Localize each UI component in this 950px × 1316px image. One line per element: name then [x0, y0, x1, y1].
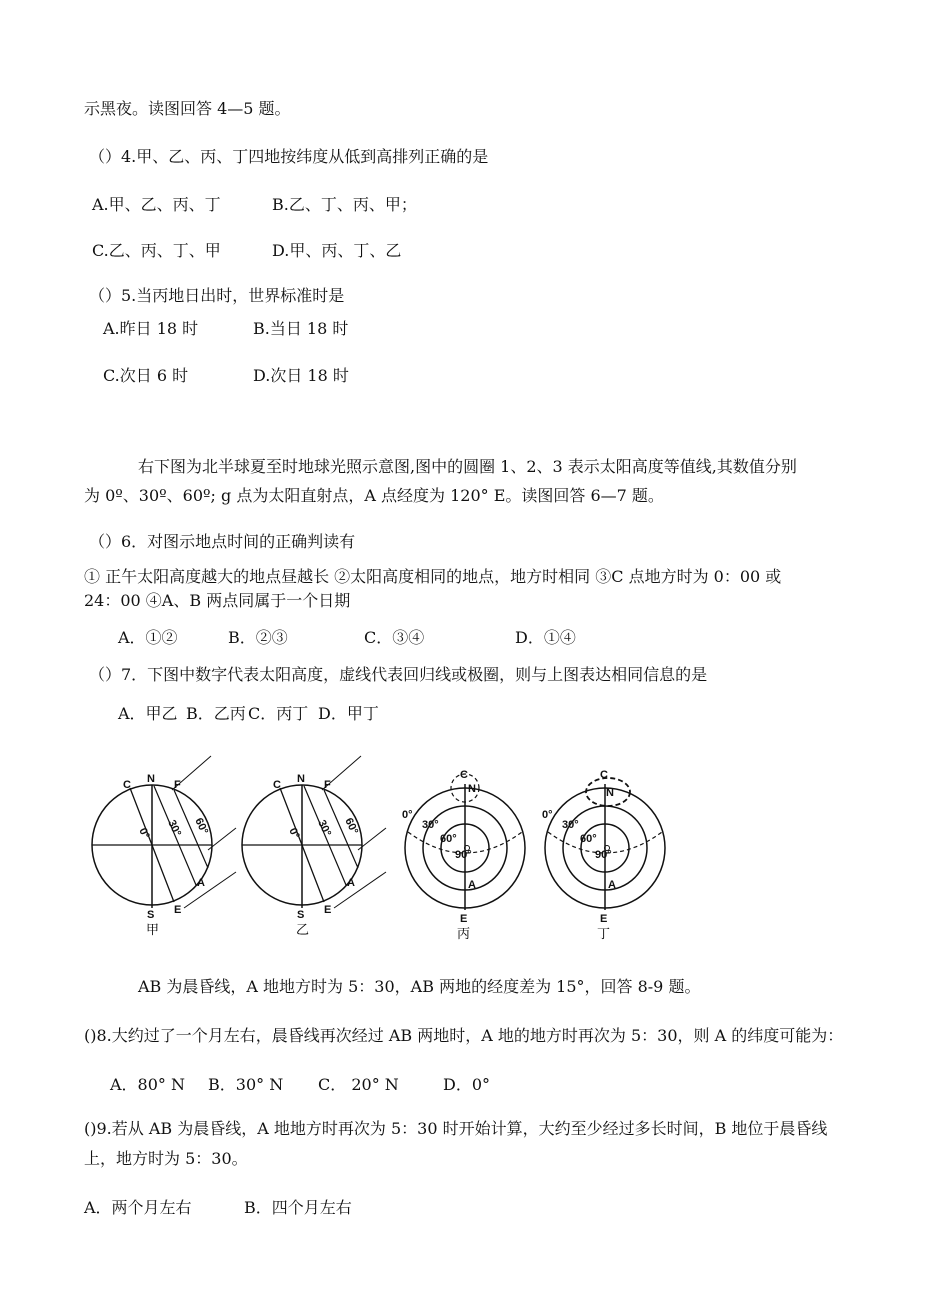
label-0: 0°	[402, 809, 413, 821]
caption: 丙	[457, 927, 471, 940]
q4-option-d: D.甲、丙、丁、乙	[272, 241, 402, 260]
label-60: 60°	[440, 833, 457, 845]
q8-stem: ()8.大约过了一个月左右，晨昏线再次经过 AB 两地时，A 地的地方时再次为 5：30，则 A 的纬度可能为：	[84, 1026, 844, 1045]
label-c: C	[600, 769, 608, 781]
q4-stem: （）4.甲、乙、丙、丁四地按纬度从低到高排列正确的是	[89, 147, 489, 166]
q6-statements-line2: 24：00 ④A、B 两点同属于一个日期	[84, 591, 351, 610]
q7-option-c: C．丙丁	[248, 704, 309, 723]
label-30: 30°	[422, 819, 439, 831]
q8-option-d: D．0°	[443, 1075, 491, 1094]
label-0: 0°	[542, 809, 553, 821]
q6-option-d: D．①④	[515, 628, 576, 647]
q8-option-b: B．30° N	[208, 1075, 284, 1094]
q4-option-a: A.甲、乙、丙、丁	[92, 195, 221, 214]
figure-bing	[400, 762, 535, 940]
label-30: 30°	[315, 818, 334, 839]
q8-option-c: C． 20° N	[318, 1075, 399, 1094]
q7-stem: （）7．下图中数字代表太阳高度，虚线代表回归线或极圈，则与上图表达相同信息的是	[89, 665, 708, 684]
label-f: F	[174, 779, 181, 791]
label-30: 30°	[165, 818, 184, 839]
q7-option-a: A．甲乙	[118, 704, 178, 723]
label-a: A	[608, 879, 616, 891]
q4-option-b: B.乙、丁、丙、甲；	[272, 195, 417, 214]
label-60: 60°	[192, 816, 211, 837]
intro2-line1: 右下图为北半球夏至时地球光照示意图,图中的圆圈 1、2、3 表示太阳高度等值线,其数值分别	[138, 457, 797, 476]
label-c: C	[273, 779, 281, 791]
q6-statements-line1: ① 正午太阳高度越大的地点昼越长 ②太阳高度相同的地点，地方时相同 ③C 点地方时为 0：00 或	[84, 567, 782, 586]
caption: 丁	[597, 927, 611, 940]
label-0: 0°	[286, 826, 302, 841]
q9-option-a: A．两个月左右	[84, 1198, 192, 1217]
q6-option-c: C．③④	[364, 628, 425, 647]
q6-option-a: A．①②	[118, 628, 178, 647]
q5-stem: （）5.当丙地日出时，世界标准时是	[89, 286, 345, 305]
intro-tail: 示黑夜。读图回答 4—5 题。	[84, 99, 291, 118]
label-a: A	[468, 879, 476, 891]
label-30: 30°	[562, 819, 579, 831]
q7-option-d: D．甲丁	[318, 704, 379, 723]
q8-option-a: A．80° N	[110, 1075, 186, 1094]
q5-option-a: A.昨日 18 时	[103, 319, 199, 338]
label-a: A	[347, 877, 355, 889]
label-e: E	[600, 913, 608, 925]
label-n: N	[468, 783, 476, 795]
label-a: A	[197, 877, 205, 889]
q6-option-b: B．②③	[228, 628, 288, 647]
q7-option-b: B．乙丙	[186, 704, 246, 723]
label-60: 60°	[342, 816, 361, 837]
q5-option-b: B.当日 18 时	[253, 319, 349, 338]
q9-option-b: B．四个月左右	[244, 1198, 352, 1217]
caption: 乙	[296, 923, 310, 938]
figure-yi	[238, 750, 394, 940]
intro3: AB 为晨昏线，A 地地方时为 5：30，AB 两地的经度差为 15°，回答 8-9 题。	[138, 977, 701, 996]
q5-option-c: C.次日 6 时	[103, 366, 189, 385]
figure-jia	[84, 750, 240, 940]
label-e: E	[324, 904, 332, 916]
label-s: S	[147, 909, 155, 921]
intro2-line2: 为 0º、30º、60º; g 点为太阳直射点，A 点经度为 120° E。读图回答 6—7 题。	[84, 486, 664, 505]
label-c: C	[123, 779, 131, 791]
label-n: N	[147, 773, 155, 785]
label-f: F	[324, 779, 331, 791]
q9-stem-line2: 上，地方时为 5：30。	[84, 1149, 248, 1168]
q9-stem-line1: ()9.若从 AB 为晨昏线，A 地地方时再次为 5：30 时开始计算，大约至少经过多长时间，B 地位于晨昏线	[84, 1119, 828, 1138]
q5-option-d: D.次日 18 时	[253, 366, 349, 385]
q4-option-c: C.乙、丙、丁、甲	[92, 241, 221, 260]
caption: 甲	[146, 923, 160, 938]
label-n: N	[606, 787, 614, 799]
label-60: 60°	[580, 833, 597, 845]
label-e: E	[460, 913, 468, 925]
label-90: 90°	[595, 849, 612, 861]
label-n: N	[297, 773, 305, 785]
label-s: S	[297, 909, 305, 921]
label-e: E	[174, 904, 182, 916]
label-0: 0°	[136, 826, 152, 841]
figure-ding	[540, 762, 675, 940]
label-c: C	[460, 769, 468, 781]
label-90: 90°	[455, 849, 472, 861]
q6-stem: （）6．对图示地点时间的正确判读有	[89, 532, 356, 551]
